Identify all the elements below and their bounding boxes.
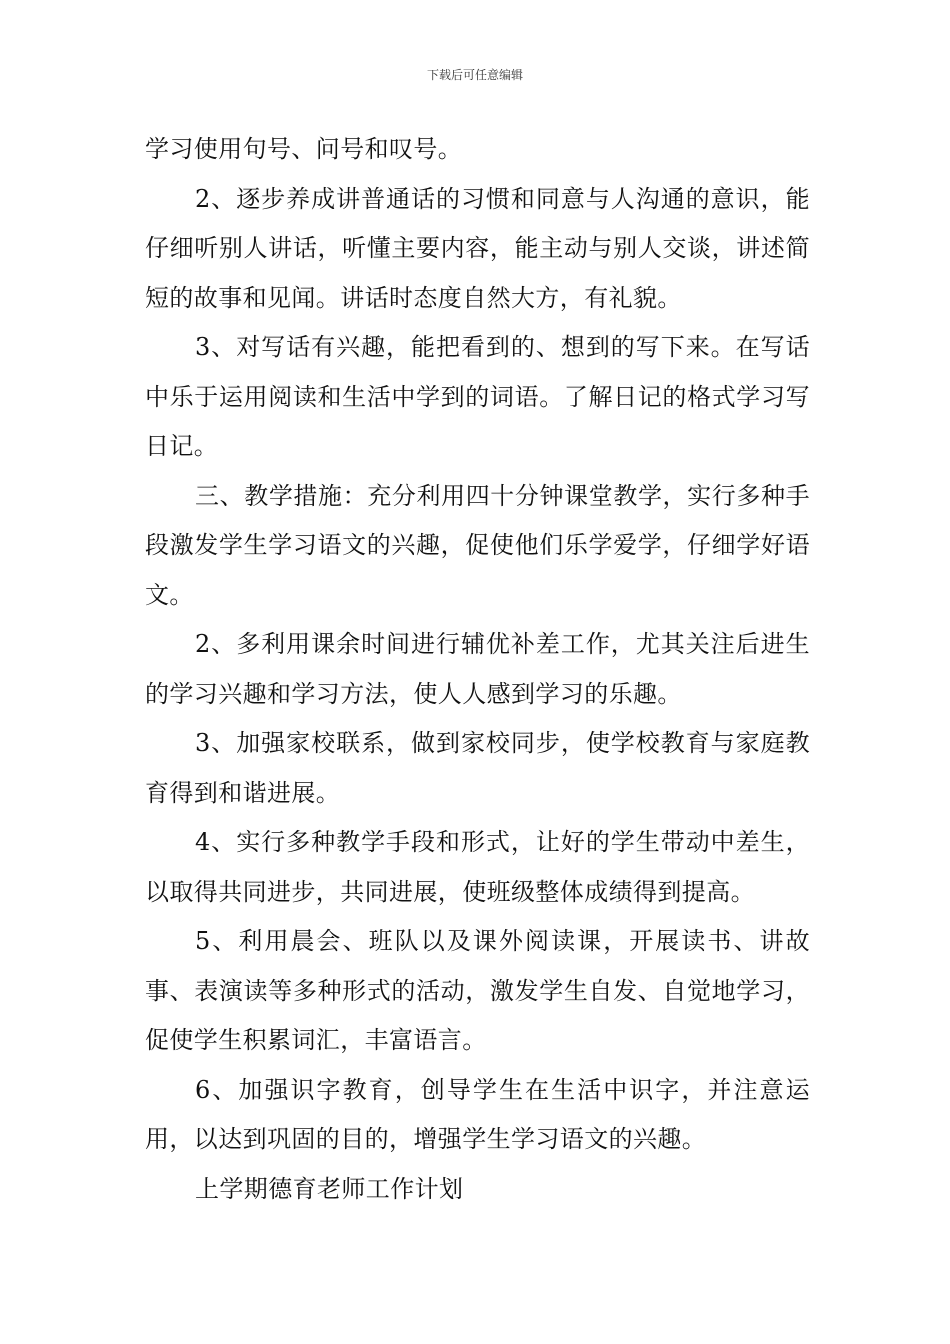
paragraph: 3、加强家校联系，做到家校同步，使学校教育与家庭教育得到和谐进展。 bbox=[145, 729, 810, 807]
header-note: 下载后可任意编辑 bbox=[426, 68, 523, 82]
paragraph: 学习使用句号、问号和叹号。 bbox=[145, 135, 463, 163]
section-title: 上学期德育老师工作计划 bbox=[195, 1174, 464, 1203]
paragraph: 4、实行多种教学手段和形式，让好的学生带动中差生，以取得共同进步，共同进展，使班级整体成绩得到提高。 bbox=[145, 828, 810, 906]
paragraph: 三、教学措施：充分利用四十分钟课堂教学，实行多种手段激发学生学习语文的兴趣，促使他们乐学爱学，仔细学好语文。 bbox=[145, 481, 810, 609]
paragraph: 5、利用晨会、班队以及课外阅读课，开展读书、讲故事、表演读等多种形式的活动，激发学生自发、自觉地学习，促使学生积累词汇，丰富语言。 bbox=[145, 927, 810, 1054]
paragraph: 2、逐步养成讲普通话的习惯和同意与人沟通的意识，能仔细听别人讲话，听懂主要内容，能主动与别人交谈，讲述简短的故事和见闻。讲话时态度自然大方，有礼貌。 bbox=[145, 184, 810, 312]
paragraph: 6、加强识字教育，创导学生在生活中识字，并注意运用，以达到巩固的目的，增强学生学习语文的兴趣。 bbox=[145, 1075, 810, 1153]
paragraph: 3、对写话有兴趣，能把看到的、想到的写下来。在写话中乐于运用阅读和生活中学到的词语。了解日记的格式学习写日记。 bbox=[145, 333, 810, 460]
document-body bbox=[145, 125, 810, 1214]
paragraph: 2、多利用课余时间进行辅优补差工作，尤其关注后进生的学习兴趣和学习方法，使人人感到学习的乐趣。 bbox=[145, 630, 810, 708]
